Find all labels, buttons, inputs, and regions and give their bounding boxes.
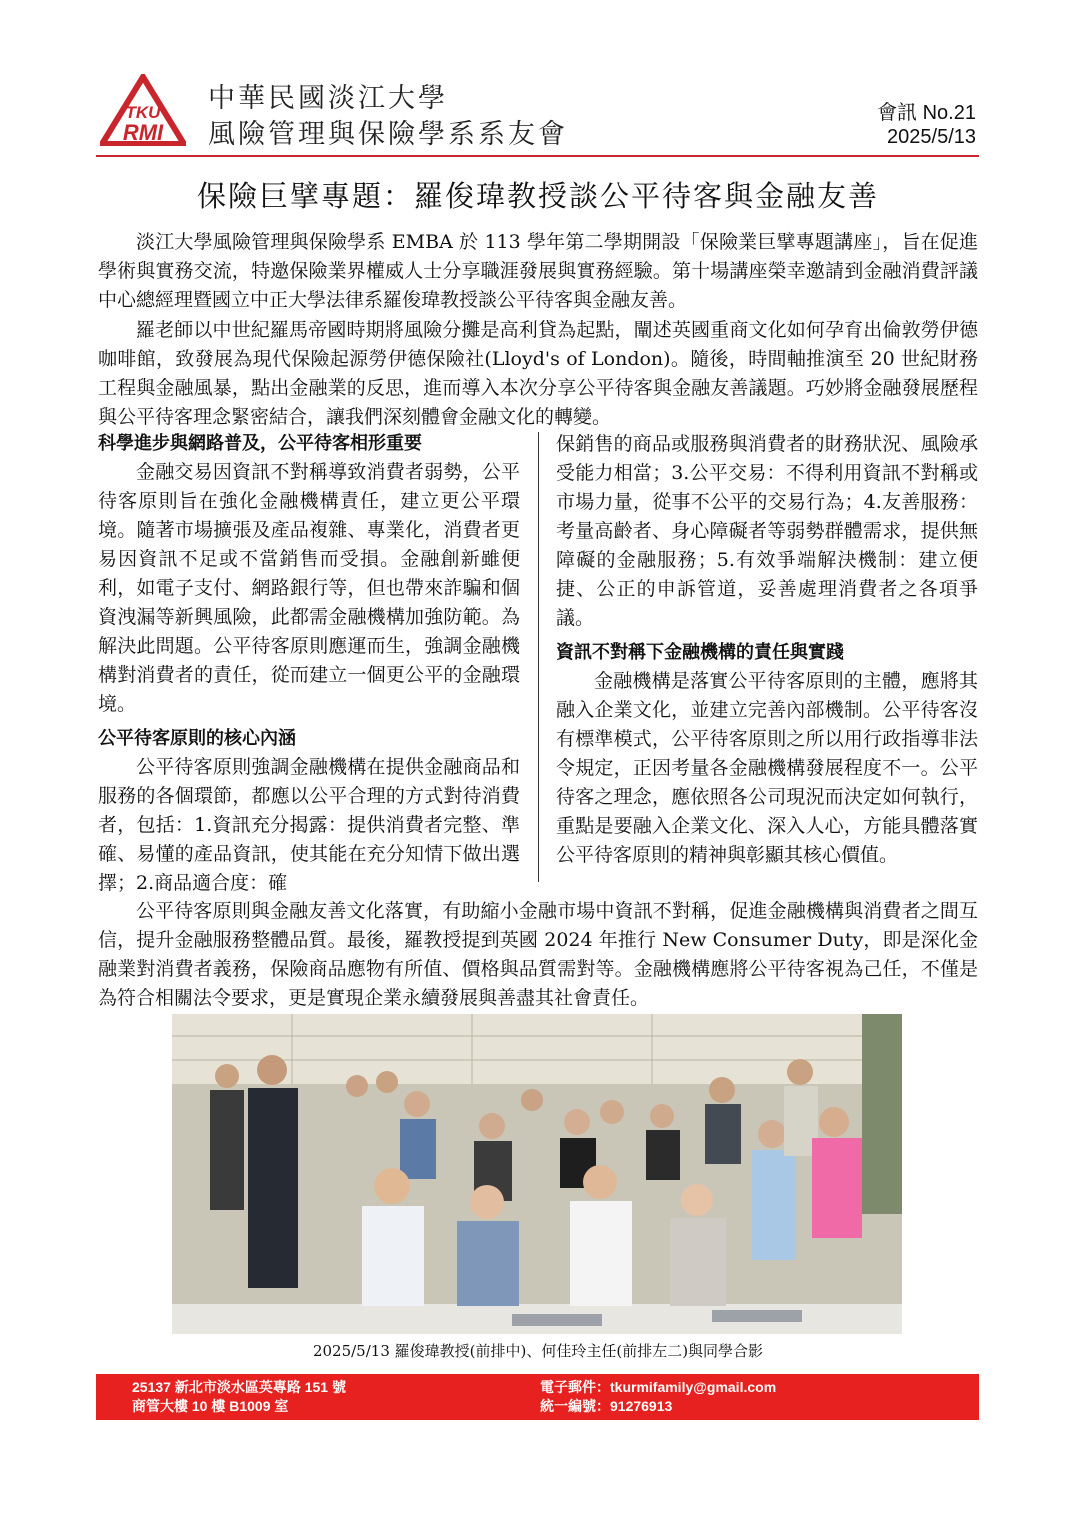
section-paragraph-3: 金融機構是落實公平待客原則的主體，應將其融入企業文化，並建立完善內部機制。公平待客沒有標準模式，公平待客原則之所以用行政指導非法令規定，正因考量各金融機構發展程度不一。公平待客之理念，應依照各公司現況而決定如何執行，重點是要融入企業文化、深入人心，方能具體落實公平待客原則的精神與彰顯其核心價值。 [556, 670, 978, 866]
left-column [98, 430, 520, 898]
issue-date: 2025/5/13 [887, 126, 976, 148]
header-divider [96, 155, 979, 157]
intro-paragraph-2: 羅老師以中世紀羅馬帝國時期將風險分攤是高利貸為起點，闡述英國重商文化如何孕育出倫敦勞伊德咖啡館，致發展為現代保險起源勞伊德保險社(Lloyd's of London)。隨後，時間軸推演至 20 世紀財務工程與金融風暴，點出金融業的反思，進而導入本次分享公平待客與金融友善議題。巧妙將金融發展歷程與公平待客理念緊密結合，讓我們深刻體會金融文化的轉變。 [98, 319, 978, 428]
section-paragraph-1: 金融交易因資訊不對稱導致消費者弱勢，公平待客原則旨在強化金融機構責任，建立更公平環境。隨著市場擴張及產品複雜、專業化，消費者更易因資訊不足或不當銷售而受損。金融創新雖便利，如電子支付、網路銀行等，但也帶來詐騙和個資洩漏等新興風險，此都需金融機構加強防範。為解決此問題。公平待客原則應運而生，強調金融機構對消費者的責任，從而建立一個更公平的金融環境。 [98, 461, 520, 715]
address-line-2: 商管大樓 10 樓 B1009 室 [132, 1398, 289, 1414]
email-text: 電子郵件：tkurmifamily@gmail.com [540, 1379, 777, 1395]
tax-id-text: 統一編號：91276913 [540, 1398, 673, 1414]
footer-contact [540, 1378, 776, 1416]
footer-address [132, 1378, 346, 1416]
section-heading-1: 科學進步與網路普及，公平待客相形重要 [98, 433, 422, 453]
section-heading-2: 公平待客原則的核心內涵 [98, 728, 296, 748]
address-line-1: 25137 新北市淡水區英專路 151 號 [132, 1379, 346, 1395]
intro-paragraph-1: 淡江大學風險管理與保險學系 EMBA 於 113 學年第二學期開設「保險業巨擘專題講座」，旨在促進學術與實務交流，特邀保險業界權威人士分享職涯發展與實務經驗。第十場講座榮幸邀請到金融消費評議中心總經理暨國立中正大學法律系羅俊瑋教授談公平待客與金融友善。 [98, 231, 978, 311]
svg-text:TKU: TKU [125, 103, 161, 122]
svg-text:RMI: RMI [122, 120, 164, 145]
group-photo [172, 1014, 902, 1334]
closing-paragraph: 公平待客原則與金融友善文化落實，有助縮小金融市場中資訊不對稱，促進金融機構與消費者之間互信，提升金融服務整體品質。最後，羅教授提到英國 2024 年推行 New Consumer Duty，即是深化金融業對消費者義務，保險商品應物有所值、價格與品質需對等。金融機構應將公平待客視為己任，不僅是為符合相關法令要求，更是實現企業永續發展與善盡其社會責任。 [98, 900, 978, 1009]
article-title: 保險巨擘專題：羅俊瑋教授談公平待客與金融友善 [196, 179, 879, 213]
right-column [556, 430, 978, 870]
column-divider [538, 432, 539, 882]
section-paragraph-2: 公平待客原則強調金融機構在提供金融商品和服務的各個環節，都應以公平合理的方式對待消費者，包括：1.資訊充分揭露：提供消費者完整、準確、易懂的產品資訊，使其能在充分知情下做出選擇；2.商品適合度：確 [98, 756, 520, 894]
section-heading-3: 資訊不對稱下金融機構的責任與實踐 [556, 642, 844, 662]
issue-number: 會訊 No.21 [877, 102, 976, 124]
tku-rmi-logo [100, 74, 186, 146]
org-name-line2: 風險管理與保險學系系友會 [208, 119, 568, 150]
section-paragraph-2-continued: 保銷售的商品或服務與消費者的財務狀況、風險承受能力相當；3.公平交易：不得利用資訊不對稱或市場力量，從事不公平的交易行為；4.友善服務：考量高齡者、身心障礙者等弱勢群體需求，提供無障礙的金融服務；5.有效爭端解決機制：建立便捷、公正的申訴管道，妥善處理消費者之各項爭議。 [556, 433, 978, 629]
org-name-line1: 中華民國淡江大學 [208, 83, 448, 114]
photo-caption: 2025/5/13 羅俊瑋教授(前排中)、何佳玲主任(前排左二)與同學合影 [312, 1342, 764, 1360]
footer-bar [96, 1374, 979, 1420]
